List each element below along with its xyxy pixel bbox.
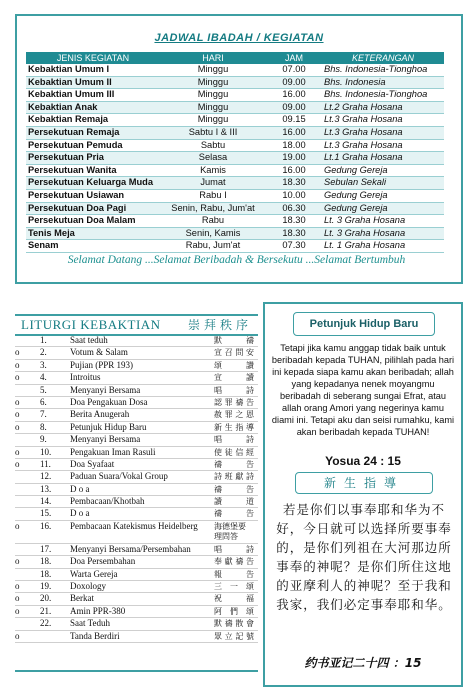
liturgy-item-zh: 宣召問安 [214, 348, 254, 358]
schedule-cell-kegiatan: Persekutuan Pria [26, 152, 160, 165]
schedule-row [26, 202, 444, 215]
schedule-row [26, 64, 444, 76]
liturgy-item-zh: 禱 告 [214, 484, 254, 494]
liturgy-item-name: Saat teduh [70, 335, 108, 345]
liturgy-item-zh: 新生指導 [214, 422, 254, 432]
header-jam: JAM [266, 52, 322, 64]
schedule-cell-keterangan: Lt.2 Graha Hosana [322, 101, 444, 114]
schedule-cell-jam: 07.00 [266, 64, 322, 76]
schedule-row [26, 215, 444, 228]
liturgy-item-zh: 默 禱 [214, 336, 254, 345]
liturgy-item-name: Berkat [70, 593, 94, 604]
liturgy-item-zh: 頌 讚 [214, 360, 254, 370]
schedule-cell-kegiatan: Persekutuan Usiawan [26, 189, 160, 202]
liturgy-item-name: Pembacaan Katekismus Heidelberg [70, 520, 198, 531]
liturgy-item [15, 544, 258, 556]
schedule-cell-kegiatan: Senam [26, 240, 160, 253]
schedule-cell-hari: Minggu [160, 64, 266, 76]
schedule-cell-kegiatan: Persekutuan Doa Malam [26, 215, 160, 228]
schedule-cell-keterangan: Lt. 3 Graha Hosana [322, 227, 444, 240]
liturgy-item-name: Votum & Salam [70, 347, 128, 358]
liturgy-item-name: Introitus [70, 372, 101, 383]
liturgy-item-mark: o [15, 421, 20, 432]
liturgy-item-zh: 默禱散會 [214, 619, 254, 629]
liturgy-item-mark: o [15, 556, 20, 567]
liturgy-item-num: 15. [40, 508, 52, 519]
liturgy-item-num: 10. [40, 446, 52, 457]
liturgy-item-name: Doa Syafaat [70, 458, 115, 469]
liturgy-item [15, 606, 258, 618]
schedule-row [26, 114, 444, 127]
liturgy-item-num: 20. [40, 593, 52, 604]
schedule-cell-jam: 18.30 [266, 215, 322, 228]
verse-reference: Yosua 24 : 15 [325, 454, 401, 468]
liturgy-item-num: 9. [40, 434, 47, 445]
liturgy-item-zh: 宣 讀 [214, 373, 254, 383]
schedule-cell-hari: Minggu [160, 114, 266, 127]
schedule-row [26, 101, 444, 114]
schedule-cell-jam: 07.30 [266, 240, 322, 253]
liturgy-item-num: 7. [40, 409, 47, 420]
schedule-cell-hari: Senin, Rabu, Jum'at [160, 202, 266, 215]
schedule-cell-jam: 10.00 [266, 189, 322, 202]
liturgy-item-zh: 讀 道 [214, 497, 254, 507]
schedule-cell-keterangan: Lt.3 Graha Hosana [322, 139, 444, 152]
liturgy-item-name: Pengakuan Iman Rasuli [70, 446, 156, 457]
liturgy-item-zh: 禱 告 [214, 509, 254, 519]
liturgy-item-mark: o [15, 581, 20, 592]
schedule-cell-jam: 18.00 [266, 139, 322, 152]
liturgy-item-zh: 眾立記號 [214, 631, 254, 641]
schedule-cell-kegiatan: Kebaktian Umum III [26, 89, 160, 102]
liturgy-item-name: Paduan Suara/Vokal Group [70, 471, 168, 482]
schedule-row [26, 177, 444, 190]
schedule-cell-kegiatan: Kebaktian Anak [26, 101, 160, 114]
schedule-header-row [26, 52, 444, 64]
liturgy-item-name: Amin PPR-380 [70, 605, 126, 616]
schedule-body [26, 64, 444, 252]
liturgy-item-mark: o [15, 458, 20, 469]
schedule-cell-keterangan: Lt.3 Graha Hosana [322, 126, 444, 139]
schedule-cell-keterangan: Lt.1 Graha Hosana [322, 152, 444, 165]
liturgy-item-name: Menyanyi Bersama [70, 434, 141, 445]
liturgy-item-name: Tanda Berdiri [70, 630, 120, 641]
chinese-verse-reference: 约书亚记二十四 ：15 [304, 656, 422, 670]
schedule-cell-hari: Senin, Kamis [160, 227, 266, 240]
liturgy-item-num: 17. [40, 543, 52, 554]
liturgy-item-name: D o a [70, 508, 90, 519]
liturgy-item-name: Doa Persembahan [70, 556, 136, 567]
schedule-cell-hari: Rabu I [160, 189, 266, 202]
liturgy-item-num: 12. [40, 471, 52, 482]
schedule-cell-jam: 09.00 [266, 101, 322, 114]
liturgy-item-mark: o [15, 396, 20, 407]
schedule-cell-keterangan: Gedung Gereja [322, 202, 444, 215]
schedule-cell-jam: 18.30 [266, 177, 322, 190]
liturgy-item-zh: 唱 詩 [214, 385, 254, 395]
liturgy-item-zh: 認罪禱告 [214, 397, 254, 407]
schedule-row [26, 189, 444, 202]
liturgy-item-num: 1. [40, 335, 47, 345]
liturgy-item-num: 11. [40, 458, 51, 469]
schedule-cell-kegiatan: Kebaktian Umum II [26, 76, 160, 89]
liturgy-item [15, 631, 258, 643]
liturgy-item-mark: o [15, 372, 20, 383]
liturgy-item-zh: 使徒信經 [214, 447, 254, 457]
liturgy-item-zh: 奉獻禱告 [214, 557, 254, 567]
liturgy-item-zh: 海德堡要 理問答 [214, 521, 246, 541]
liturgy-item [15, 521, 258, 544]
petunjuk-title: Petunjuk Hidup Baru [293, 312, 435, 336]
liturgy-item-num: 16. [40, 520, 52, 531]
schedule-cell-kegiatan: Persekutuan Pemuda [26, 139, 160, 152]
liturgy-item-name: Doa Pengakuan Dosa [70, 396, 148, 407]
liturgy-item-name: Petunjuk Hidup Baru [70, 421, 147, 432]
chinese-verse: 若是你们以事奉耶和华为不好，今日就可以选择所要事奉的，是你们列祖在大河那边所事奉的神呢？是你们所住这地的亚摩利人的神呢？至于我和我家，我们必定事奉耶和华。 [276, 502, 452, 612]
liturgy-item-num: 5. [40, 384, 47, 395]
liturgy-header [15, 314, 258, 336]
liturgy-item-mark: o [15, 409, 20, 420]
liturgy-item-name: Saat Teduh [70, 618, 110, 629]
liturgy-item-num: 8. [40, 421, 47, 432]
schedule-cell-kegiatan: Kebaktian Umum I [26, 64, 160, 76]
liturgy-item [15, 447, 258, 459]
liturgy-item-zh: 赦罪之恩 [214, 410, 254, 420]
liturgy-item-num: 22. [40, 618, 52, 629]
header-keterangan: KETERANGAN [322, 52, 444, 64]
liturgy-item-name: D o a [70, 483, 90, 494]
schedule-cell-hari: Rabu, Jum'at [160, 240, 266, 253]
liturgy-item-name: Pembacaan/Khotbah [70, 496, 145, 507]
liturgy-item-zh: 阿們頌 [214, 606, 254, 616]
liturgy-item [15, 556, 258, 568]
schedule-cell-hari: Jumat [160, 177, 266, 190]
liturgy-item [15, 422, 258, 434]
header-hari: HARI [160, 52, 266, 64]
schedule-cell-hari: Rabu [160, 215, 266, 228]
liturgy-item-name: Pujian (PPR 193) [70, 359, 134, 370]
liturgy-item [15, 618, 258, 630]
schedule-cell-hari: Minggu [160, 101, 266, 114]
liturgy-item-mark: o [15, 605, 20, 616]
schedule-cell-hari: Kamis [160, 164, 266, 177]
liturgy-item [15, 397, 258, 409]
schedule-cell-keterangan: Gedung Gereja [322, 189, 444, 202]
schedule-row [26, 139, 444, 152]
schedule-cell-kegiatan: Persekutuan Doa Pagi [26, 202, 160, 215]
schedule-cell-jam: 09.00 [266, 76, 322, 89]
schedule-row [26, 227, 444, 240]
liturgy-item-zh: 唱 詩 [214, 544, 254, 554]
liturgy-title-chinese: 崇拜秩序 [187, 318, 252, 332]
schedule-cell-keterangan: Lt. 1 Graha Hosana [322, 240, 444, 253]
liturgy-item-mark: o [15, 446, 20, 457]
liturgy-item [15, 484, 258, 496]
liturgy-item-num: 14. [40, 496, 52, 507]
liturgy-item [15, 434, 258, 446]
liturgy-item-mark: o [15, 347, 20, 358]
liturgy-list [15, 335, 258, 643]
schedule-cell-jam: 16.00 [266, 164, 322, 177]
liturgy-item-name: Menyanyi Bersama/Persembahan [70, 543, 191, 554]
schedule-cell-jam: 06.30 [266, 202, 322, 215]
liturgy-item-num: 6. [40, 396, 47, 407]
liturgy-item-num: 4. [40, 372, 47, 383]
liturgy-item-num: 2. [40, 347, 47, 358]
schedule-cell-kegiatan: Persekutuan Keluarga Muda [26, 177, 160, 190]
schedule-row [26, 152, 444, 165]
schedule-row [26, 240, 444, 253]
header-kegiatan: JENIS KEGIATAN [26, 52, 160, 64]
liturgy-item [15, 508, 258, 520]
schedule-cell-hari: Sabtu [160, 139, 266, 152]
schedule-cell-jam: 18.30 [266, 227, 322, 240]
liturgy-bottom-divider [15, 670, 258, 672]
schedule-cell-jam: 09.15 [266, 114, 322, 127]
liturgy-item [15, 335, 258, 347]
liturgy-item-mark: o [15, 630, 20, 641]
schedule-cell-keterangan: Bhs. Indonesia [322, 76, 444, 89]
schedule-cell-keterangan: Lt.3 Graha Hosana [322, 114, 444, 127]
liturgy-title: LITURGI KEBAKTIAN [21, 317, 161, 332]
petunjuk-panel [263, 302, 463, 687]
schedule-title: JADWAL IBADAH / KEGIATAN [154, 32, 324, 44]
schedule-cell-jam: 19.00 [266, 152, 322, 165]
liturgy-item [15, 385, 258, 397]
liturgy-item-num: 13. [40, 483, 52, 494]
schedule-row [26, 164, 444, 177]
liturgy-item [15, 360, 258, 372]
liturgy-item-name: Menyanyi Bersama [70, 384, 141, 395]
liturgy-item-zh: 報 告 [214, 569, 254, 579]
schedule-cell-jam: 16.00 [266, 89, 322, 102]
liturgy-item-zh: 祝 福 [214, 594, 254, 604]
schedule-cell-kegiatan: Tenis Meja [26, 227, 160, 240]
schedule-cell-hari: Minggu [160, 76, 266, 89]
liturgy-item-num: 21. [40, 605, 52, 616]
liturgy-item-zh: 詩班獻詩 [214, 472, 254, 482]
liturgy-item-num: 18. [40, 568, 52, 579]
schedule-cell-keterangan: Bhs. Indonesia-Tionghoa [322, 64, 444, 76]
schedule-cell-hari: Selasa [160, 152, 266, 165]
greeting-text: Selamat Datang ...Selamat Beribadah & Bersekutu ...Selamat Bertumbuh [67, 254, 406, 266]
liturgy-item [15, 409, 258, 421]
schedule-cell-jam: 16.00 [266, 126, 322, 139]
schedule-table [26, 52, 444, 253]
liturgy-item-name: Doxology [70, 581, 106, 592]
liturgy-item-mark: o [15, 520, 20, 531]
petunjuk-text: Tetapi jika kamu anggap tidak baik untuk beribadah kepada TUHAN, pilihlah pada hari ini kepada siapa kamu akan beribadah; allah yang kepadanya nenek moyangmu beribadah di seberang sungai Efrat, atau allah orang Amori yang negerinya kamu diami ini. Tetapi aku dan seisi rumahku, kami akan beribadah kepada TUHAN! [271, 343, 455, 437]
liturgy-item [15, 496, 258, 508]
schedule-cell-kegiatan: Kebaktian Remaja [26, 114, 160, 127]
liturgy-item [15, 372, 258, 384]
liturgy-item [15, 581, 258, 593]
chinese-label: 新生指導 [295, 472, 433, 494]
schedule-cell-keterangan: Sebulan Sekali [322, 177, 444, 190]
schedule-row [26, 126, 444, 139]
liturgy-item-num: 3. [40, 359, 47, 370]
liturgy-item-name: Warta Gereja [70, 568, 118, 579]
schedule-cell-hari: Minggu [160, 89, 266, 102]
schedule-cell-keterangan: Bhs. Indonesia-Tionghoa [322, 89, 444, 102]
schedule-row [26, 76, 444, 89]
liturgy-item [15, 593, 258, 605]
liturgy-item [15, 471, 258, 483]
schedule-cell-keterangan: Lt. 3 Graha Hosana [322, 215, 444, 228]
liturgy-item-zh: 禱 告 [214, 459, 254, 469]
liturgy-item-num: 19. [40, 581, 52, 592]
schedule-cell-kegiatan: Persekutuan Remaja [26, 126, 160, 139]
schedule-cell-hari: Sabtu I & III [160, 126, 266, 139]
liturgy-item [15, 347, 258, 359]
liturgy-item-name: Berita Anugerah [70, 409, 130, 420]
liturgy-item-zh: 三 一 頌 [214, 582, 254, 592]
liturgy-item-zh: 唱 詩 [214, 435, 254, 445]
liturgy-item-num: 18. [40, 556, 52, 567]
liturgy-item-mark: o [15, 593, 20, 604]
liturgy-item [15, 459, 258, 471]
schedule-row [26, 89, 444, 102]
schedule-cell-kegiatan: Persekutuan Wanita [26, 164, 160, 177]
liturgy-item [15, 569, 258, 581]
schedule-cell-keterangan: Gedung Gereja [322, 164, 444, 177]
liturgy-item-mark: o [15, 359, 20, 370]
